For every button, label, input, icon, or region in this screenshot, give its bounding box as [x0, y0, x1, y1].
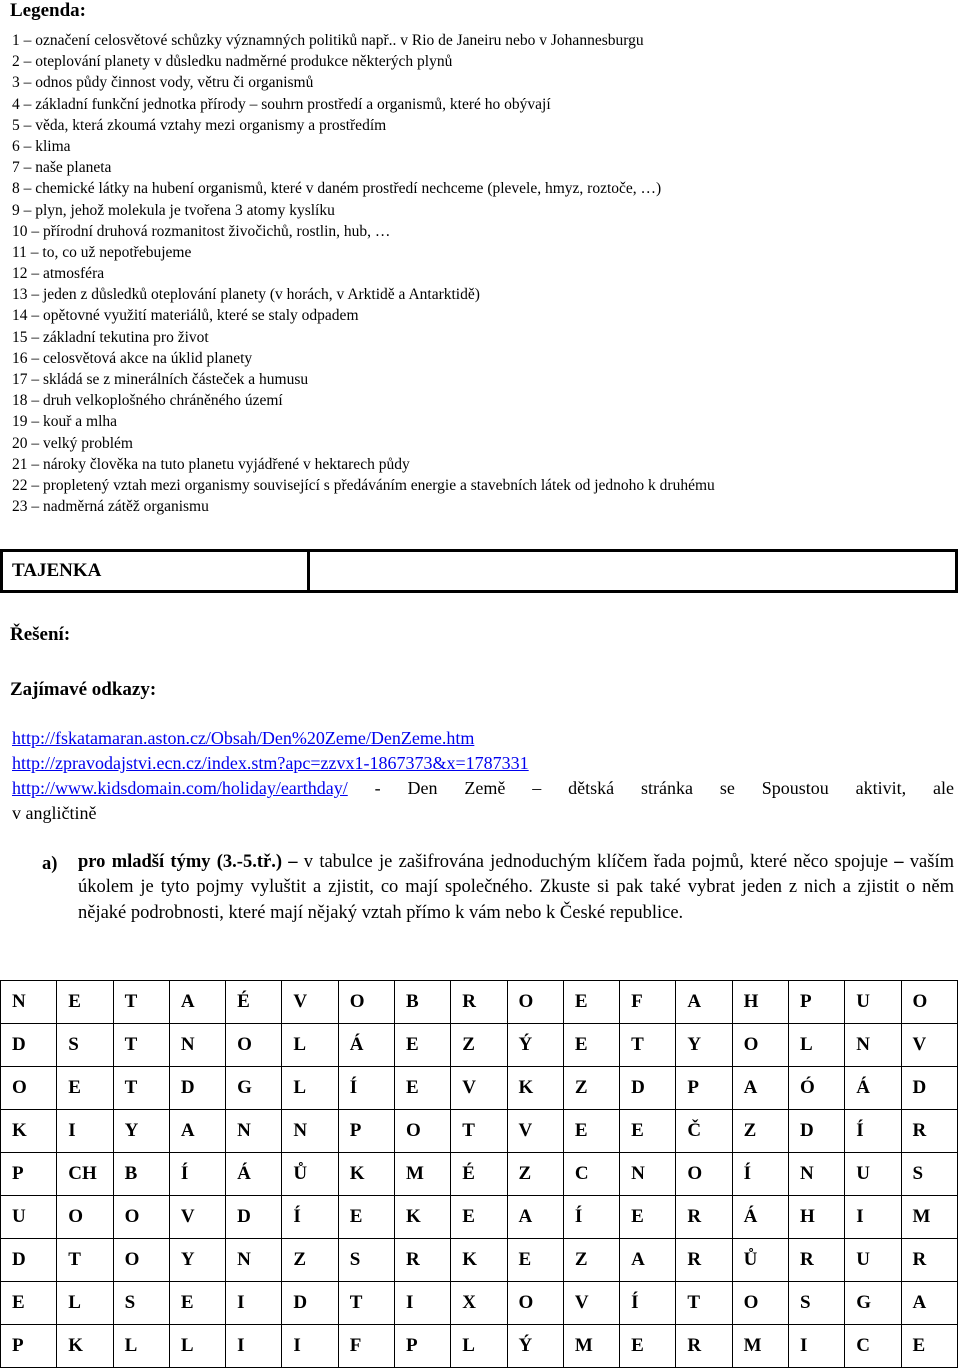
- legend-item: 19 – kouř a mlha: [12, 413, 118, 431]
- grid-cell[interactable]: S: [57, 1024, 113, 1067]
- grid-cell[interactable]: Z: [282, 1239, 338, 1282]
- grid-cell[interactable]: I: [57, 1110, 113, 1153]
- grid-cell[interactable]: Z: [563, 1067, 619, 1110]
- grid-cell[interactable]: S: [788, 1282, 844, 1325]
- link-kidsdomain-description: - Den Země – dětská stránka se Spoustou aktivit, ale: [347, 778, 954, 798]
- grid-cell[interactable]: Y: [169, 1239, 225, 1282]
- grid-cell[interactable]: E: [1, 1282, 57, 1325]
- grid-cell[interactable]: A: [732, 1067, 788, 1110]
- task-dash: –: [288, 852, 298, 872]
- grid-cell[interactable]: T: [620, 1024, 676, 1067]
- grid-cell[interactable]: A: [169, 1110, 225, 1153]
- grid-row: [1, 1325, 958, 1368]
- grid-cell[interactable]: I: [394, 1282, 450, 1325]
- grid-cell[interactable]: R: [676, 1196, 732, 1239]
- grid-cell[interactable]: D: [1, 1239, 57, 1282]
- grid-cell[interactable]: Í: [845, 1110, 901, 1153]
- grid-cell[interactable]: N: [620, 1153, 676, 1196]
- grid-cell[interactable]: Z: [563, 1239, 619, 1282]
- legend-title: Legenda:: [10, 0, 86, 21]
- grid-cell[interactable]: A: [901, 1282, 958, 1325]
- grid-cell[interactable]: O: [1, 1067, 57, 1110]
- tajenka-label: TAJENKA: [2, 551, 309, 592]
- tajenka-table: [0, 549, 958, 593]
- legend-item: 10 – přírodní druhová rozmanitost živočichů, rostlin, hub, …: [12, 222, 391, 240]
- grid-cell[interactable]: E: [507, 1239, 563, 1282]
- grid-cell[interactable]: R: [394, 1239, 450, 1282]
- grid-cell[interactable]: N: [1, 981, 57, 1024]
- grid-cell[interactable]: I: [845, 1196, 901, 1239]
- grid-cell[interactable]: E: [563, 1024, 619, 1067]
- grid-cell[interactable]: T: [676, 1282, 732, 1325]
- grid-cell[interactable]: M: [901, 1196, 958, 1239]
- grid-cell[interactable]: C: [563, 1153, 619, 1196]
- grid-cell[interactable]: U: [1, 1196, 57, 1239]
- task-dash: –: [894, 852, 904, 872]
- grid-cell[interactable]: É: [226, 981, 282, 1024]
- grid-cell[interactable]: K: [507, 1067, 563, 1110]
- grid-cell[interactable]: P: [1, 1325, 57, 1368]
- grid-cell[interactable]: K: [394, 1196, 450, 1239]
- grid-cell[interactable]: I: [226, 1325, 282, 1368]
- legend-item: 20 – velký problém: [12, 434, 133, 452]
- grid-cell[interactable]: L: [788, 1024, 844, 1067]
- grid-cell[interactable]: É: [451, 1153, 507, 1196]
- link-fskatamaran[interactable]: http://fskatamaran.aston.cz/Obsah/Den%20Zeme/DenZeme.htm: [12, 728, 475, 748]
- task-label: a): [42, 854, 58, 874]
- grid-cell[interactable]: E: [563, 1110, 619, 1153]
- grid-cell[interactable]: P: [788, 981, 844, 1024]
- legend-item: 17 – skládá se z minerálních částeček a humusu: [12, 371, 309, 388]
- grid-cell[interactable]: N: [226, 1110, 282, 1153]
- grid-row: [1, 1067, 958, 1110]
- grid-cell[interactable]: E: [394, 1024, 450, 1067]
- grid-cell[interactable]: CH: [57, 1153, 113, 1196]
- grid-cell[interactable]: A: [620, 1239, 676, 1282]
- legend-item: 16 – celosvětová akce na úklid planety: [12, 349, 253, 367]
- grid-cell[interactable]: O: [732, 1282, 788, 1325]
- grid-cell[interactable]: K: [1, 1110, 57, 1153]
- grid-cell[interactable]: L: [282, 1067, 338, 1110]
- grid-cell[interactable]: N: [282, 1110, 338, 1153]
- grid-cell[interactable]: M: [394, 1153, 450, 1196]
- grid-cell[interactable]: T: [113, 1067, 169, 1110]
- grid-cell[interactable]: A: [676, 981, 732, 1024]
- grid-cell[interactable]: E: [563, 981, 619, 1024]
- grid-cell[interactable]: F: [620, 981, 676, 1024]
- grid-cell[interactable]: Ý: [507, 1325, 563, 1368]
- links-section: [12, 726, 954, 826]
- grid-cell[interactable]: Í: [620, 1282, 676, 1325]
- grid-cell[interactable]: A: [507, 1196, 563, 1239]
- grid-cell[interactable]: N: [169, 1024, 225, 1067]
- legend-item: 21 – nároky člověka na tuto planetu vyjádřené v hektarech půdy: [12, 455, 410, 473]
- legend-item: 12 – atmosféra: [12, 265, 105, 283]
- grid-cell[interactable]: U: [845, 1239, 901, 1282]
- grid-cell[interactable]: E: [57, 1067, 113, 1110]
- grid-cell[interactable]: K: [57, 1325, 113, 1368]
- legend-item: 8 – chemické látky na hubení organismů, které v daném prostředí nechceme (plevele, hmyz, roztoče, …): [12, 180, 662, 198]
- grid-cell[interactable]: D: [282, 1282, 338, 1325]
- legend-item: 9 – plyn, jehož molekula je tvořena 3 atomy kyslíku: [12, 201, 335, 219]
- grid-cell[interactable]: R: [676, 1325, 732, 1368]
- grid-cell[interactable]: F: [338, 1325, 394, 1368]
- grid-cell[interactable]: T: [113, 981, 169, 1024]
- task-text-part1: v tabulce je zašifrována jednoduchým klíčem řada pojmů, které něco spojuje: [297, 852, 895, 872]
- legend-item: 2 – oteplování planety v důsledku nadměrné produkce některých plynů: [12, 53, 453, 71]
- grid-cell[interactable]: Á: [845, 1067, 901, 1110]
- task-text-part2: vaším úkolem je tyto pojmy vyluštit a zjistit, co mají společného. Zkuste si pak také vybrat jeden z nich a zjistit o něm nějaké podrobnosti, které mají nějaký vztah přímo k vám nebo k České republice.: [78, 852, 954, 923]
- legend-item: 4 – základní funkční jednotka přírody – souhrn prostředí a organismů, které ho obývají: [12, 95, 551, 113]
- grid-cell[interactable]: X: [451, 1282, 507, 1325]
- grid-cell[interactable]: E: [394, 1067, 450, 1110]
- grid-cell[interactable]: V: [169, 1196, 225, 1239]
- task-text: [78, 850, 954, 926]
- grid-cell[interactable]: R: [451, 981, 507, 1024]
- grid-cell[interactable]: N: [226, 1239, 282, 1282]
- legend-item: 15 – základní tekutina pro život: [12, 328, 209, 346]
- grid-cell[interactable]: Í: [732, 1153, 788, 1196]
- grid-cell[interactable]: I: [788, 1325, 844, 1368]
- grid-cell[interactable]: V: [563, 1282, 619, 1325]
- grid-cell[interactable]: Č: [676, 1110, 732, 1153]
- task-title: pro mladší týmy (3.-5.tř.): [78, 852, 282, 872]
- grid-cell[interactable]: S: [901, 1153, 958, 1196]
- legend-item: 3 – odnos půdy činnost vody, větru či organismů: [12, 74, 314, 92]
- legend-item: 5 – věda, která zkoumá vztahy mezi organismy a prostředím: [12, 116, 387, 134]
- grid-cell[interactable]: O: [901, 981, 958, 1024]
- tajenka-answer-cell[interactable]: [309, 551, 957, 592]
- link-kidsdomain-description-end: v angličtině: [12, 803, 97, 823]
- grid-cell[interactable]: O: [57, 1196, 113, 1239]
- grid-cell[interactable]: T: [113, 1024, 169, 1067]
- grid-cell[interactable]: D: [226, 1196, 282, 1239]
- grid-cell[interactable]: G: [226, 1067, 282, 1110]
- grid-cell[interactable]: R: [901, 1110, 958, 1153]
- links-title: Zajímavé odkazy:: [10, 679, 157, 700]
- grid-cell[interactable]: O: [113, 1239, 169, 1282]
- legend-item: 18 – druh velkoplošného chráněného území: [12, 392, 283, 410]
- grid-cell[interactable]: Z: [451, 1024, 507, 1067]
- grid-cell[interactable]: Ů: [732, 1239, 788, 1282]
- grid-cell[interactable]: U: [845, 981, 901, 1024]
- link-zpravodajstvi[interactable]: http://zpravodajstvi.ecn.cz/index.stm?apc=zzvx1-1867373&x=1787331: [12, 753, 529, 773]
- grid-cell[interactable]: V: [901, 1024, 958, 1067]
- grid-cell[interactable]: D: [169, 1067, 225, 1110]
- grid-cell[interactable]: Y: [113, 1110, 169, 1153]
- grid-cell[interactable]: E: [620, 1325, 676, 1368]
- link-kidsdomain[interactable]: http://www.kidsdomain.com/holiday/earthday/: [12, 778, 348, 798]
- legend-item: 23 – nadměrná zátěž organismu: [12, 498, 209, 516]
- grid-cell[interactable]: D: [620, 1067, 676, 1110]
- grid-cell[interactable]: R: [788, 1239, 844, 1282]
- legend-item: 14 – opětovné využití materiálů, které se staly odpadem: [12, 307, 359, 325]
- grid-cell[interactable]: I: [226, 1282, 282, 1325]
- grid-cell[interactable]: E: [620, 1110, 676, 1153]
- grid-cell[interactable]: T: [451, 1110, 507, 1153]
- grid-cell[interactable]: Á: [226, 1153, 282, 1196]
- grid-cell[interactable]: Ů: [282, 1153, 338, 1196]
- grid-cell[interactable]: Í: [338, 1067, 394, 1110]
- legend-item: 13 – jeden z důsledků oteplování planety (v horách, v Arktidě a Antarktidě): [12, 286, 480, 304]
- grid-cell[interactable]: U: [845, 1153, 901, 1196]
- grid-row: [1, 981, 958, 1024]
- grid-cell[interactable]: L: [57, 1282, 113, 1325]
- legend-list: [12, 30, 715, 517]
- grid-cell[interactable]: Í: [563, 1196, 619, 1239]
- grid-cell[interactable]: Z: [507, 1153, 563, 1196]
- grid-cell[interactable]: M: [732, 1325, 788, 1368]
- grid-cell[interactable]: O: [338, 981, 394, 1024]
- grid-cell[interactable]: P: [1, 1153, 57, 1196]
- grid-cell[interactable]: R: [676, 1239, 732, 1282]
- grid-cell[interactable]: K: [338, 1153, 394, 1196]
- grid-cell[interactable]: C: [845, 1325, 901, 1368]
- grid-cell[interactable]: E: [169, 1282, 225, 1325]
- grid-cell[interactable]: L: [282, 1024, 338, 1067]
- grid-cell[interactable]: V: [507, 1110, 563, 1153]
- grid-cell[interactable]: Ý: [507, 1024, 563, 1067]
- grid-cell[interactable]: P: [676, 1067, 732, 1110]
- grid-cell[interactable]: O: [394, 1110, 450, 1153]
- grid-row: [1, 1282, 958, 1325]
- grid-cell[interactable]: Á: [732, 1196, 788, 1239]
- grid-cell[interactable]: E: [57, 981, 113, 1024]
- letter-grid: [0, 980, 958, 1368]
- grid-cell[interactable]: Á: [338, 1024, 394, 1067]
- grid-cell[interactable]: O: [226, 1024, 282, 1067]
- grid-cell[interactable]: E: [901, 1325, 958, 1368]
- legend-item: 22 – propletený vztah mezi organismy související s předáváním energie a stavebních látek od jednoho k druhému: [12, 476, 715, 494]
- grid-cell[interactable]: Ó: [788, 1067, 844, 1110]
- grid-cell[interactable]: O: [113, 1196, 169, 1239]
- grid-cell[interactable]: E: [451, 1196, 507, 1239]
- grid-cell[interactable]: D: [901, 1067, 958, 1110]
- grid-cell[interactable]: L: [113, 1325, 169, 1368]
- grid-cell[interactable]: N: [788, 1153, 844, 1196]
- grid-cell[interactable]: H: [788, 1196, 844, 1239]
- grid-cell[interactable]: O: [676, 1153, 732, 1196]
- legend-item: 7 – naše planeta: [12, 159, 112, 177]
- grid-cell[interactable]: I: [282, 1325, 338, 1368]
- grid-row: [1, 1239, 958, 1282]
- grid-cell[interactable]: B: [113, 1153, 169, 1196]
- grid-cell[interactable]: Y: [676, 1024, 732, 1067]
- grid-cell[interactable]: Z: [732, 1110, 788, 1153]
- grid-cell[interactable]: R: [901, 1239, 958, 1282]
- grid-cell[interactable]: P: [394, 1325, 450, 1368]
- grid-cell[interactable]: E: [338, 1196, 394, 1239]
- grid-cell[interactable]: Í: [169, 1153, 225, 1196]
- grid-row: [1, 1024, 958, 1067]
- grid-cell[interactable]: E: [620, 1196, 676, 1239]
- legend-item: 11 – to, co už nepotřebujeme: [12, 243, 192, 261]
- grid-cell[interactable]: V: [282, 981, 338, 1024]
- grid-cell[interactable]: O: [507, 1282, 563, 1325]
- grid-row: [1, 1196, 958, 1239]
- task-section: [0, 850, 954, 926]
- grid-cell[interactable]: S: [113, 1282, 169, 1325]
- grid-cell[interactable]: O: [732, 1024, 788, 1067]
- grid-cell[interactable]: D: [1, 1024, 57, 1067]
- grid-cell[interactable]: S: [338, 1239, 394, 1282]
- grid-cell[interactable]: L: [169, 1325, 225, 1368]
- grid-cell[interactable]: D: [788, 1110, 844, 1153]
- solution-title: Řešení:: [10, 624, 71, 645]
- grid-cell[interactable]: A: [169, 981, 225, 1024]
- grid-cell[interactable]: T: [338, 1282, 394, 1325]
- grid-row: [1, 1153, 958, 1196]
- grid-cell[interactable]: M: [563, 1325, 619, 1368]
- grid-cell[interactable]: L: [451, 1325, 507, 1368]
- grid-cell[interactable]: O: [507, 981, 563, 1024]
- grid-cell[interactable]: B: [394, 981, 450, 1024]
- grid-cell[interactable]: Í: [282, 1196, 338, 1239]
- grid-cell[interactable]: V: [451, 1067, 507, 1110]
- legend-item: 1 – označení celosvětové schůzky významných politiků např.. v Rio de Janeiru nebo v Johannesburgu: [12, 32, 644, 49]
- grid-cell[interactable]: P: [338, 1110, 394, 1153]
- grid-cell[interactable]: G: [845, 1282, 901, 1325]
- grid-cell[interactable]: H: [732, 981, 788, 1024]
- grid-cell[interactable]: T: [57, 1239, 113, 1282]
- grid-cell[interactable]: K: [451, 1239, 507, 1282]
- grid-row: [1, 1110, 958, 1153]
- legend-item: 6 – klima: [12, 137, 71, 155]
- grid-cell[interactable]: N: [845, 1024, 901, 1067]
